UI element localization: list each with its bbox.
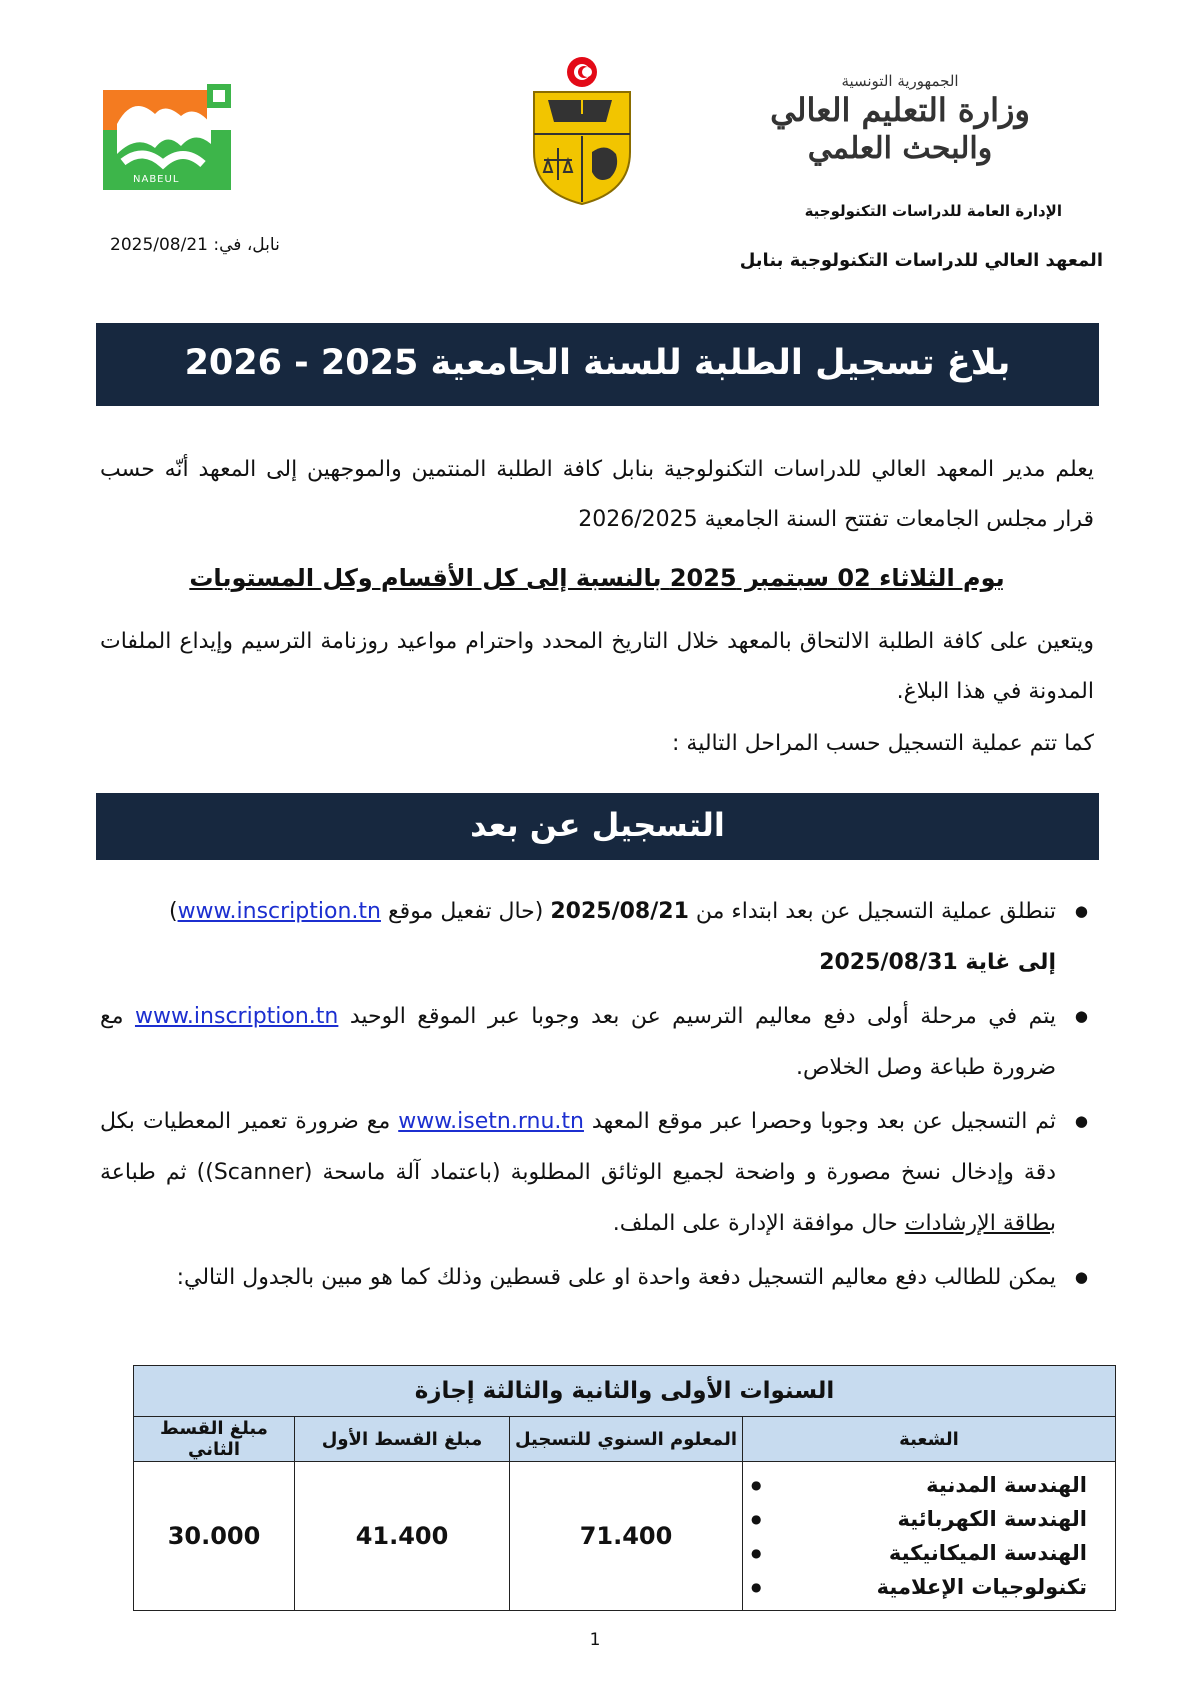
obligation-paragraph: ويتعين على كافة الطلبة الالتحاق بالمعهد خلال التاريخ المحدد واحترام مواعيد روزنامة الترسيم وإيداع الملفات المدونة في هذا البلاغ. xyxy=(100,629,1094,704)
second-installment-value: 30.000 xyxy=(134,1462,295,1611)
step1-text: تنطلق عملية التسجيل عن بعد ابتداء من xyxy=(688,899,1056,924)
step1-text3: ) xyxy=(168,899,178,924)
column-header-annual-fee: المعلوم السنوي للتسجيل xyxy=(510,1417,743,1462)
step-item xyxy=(100,886,1056,988)
step1-start-date: 2025/08/21 xyxy=(550,899,689,924)
institute-logo xyxy=(103,84,231,190)
registration-steps xyxy=(100,886,1086,1306)
department-name: الإدارة العامة للدراسات التكنولوجية xyxy=(804,202,1062,220)
step-item xyxy=(100,1252,1056,1303)
opening-date-highlight: يوم الثلاثاء 02 سبتمبر 2025 بالنسبة إلى كل الأقسام وكل المستويات xyxy=(189,564,1005,592)
remote-registration-banner: التسجيل عن بعد xyxy=(96,793,1099,860)
inscription-link[interactable]: www.inscription.tn xyxy=(134,1004,339,1029)
branch-item: الهندسة الكهربائية ● xyxy=(753,1502,1087,1536)
step1-end-date: إلى غاية 2025/08/31 xyxy=(819,950,1056,975)
table-caption: السنوات الأولى والثانية والثالثة إجازة xyxy=(134,1366,1116,1417)
republic-emblem xyxy=(526,56,638,206)
page-number: 1 xyxy=(589,1630,601,1650)
table-row xyxy=(134,1462,1116,1611)
branch-item: الهندسة المدنية ● xyxy=(753,1468,1087,1502)
first-installment-value: 41.400 xyxy=(295,1462,510,1611)
step-item xyxy=(100,1096,1056,1249)
step1-text2: (حال تفعيل موقع xyxy=(380,899,551,924)
logo-caption: NABEUL xyxy=(133,174,180,185)
institute-name: المعهد العالي للدراسات التكنولوجية بنابل xyxy=(739,250,1103,271)
step3-text: ثم التسجيل عن بعد وجوبا وحصرا عبر موقع المعهد xyxy=(583,1109,1057,1134)
guidance-card: بطاقة الإرشادات xyxy=(904,1211,1056,1236)
title-banner: بلاغ تسجيل الطلبة للسنة الجامعية 2025 - 2026 xyxy=(96,323,1099,406)
branch-item: الهندسة الميكانيكية ● xyxy=(753,1536,1087,1570)
step-item xyxy=(100,991,1056,1093)
republic-name: الجمهورية التونسية xyxy=(841,72,959,90)
branch-item: تكنولوجيات الإعلامية ● xyxy=(753,1570,1087,1604)
step2-text2: مع ضرورة طباعة وصل الخلاص. xyxy=(100,1004,1056,1080)
stages-intro: كما تتم عملية التسجيل حسب المراحل التالية : xyxy=(672,731,1094,756)
institute-site-link[interactable]: www.isetn.rnu.tn xyxy=(398,1109,584,1134)
fees-table xyxy=(133,1365,1116,1611)
column-header-branch: الشعبة xyxy=(743,1417,1116,1462)
step2-text: يتم في مرحلة أولى دفع معاليم الترسيم عن بعد وجوبا عبر الموقع الوحيد xyxy=(338,1004,1056,1029)
annual-fee-value: 71.400 xyxy=(510,1462,743,1611)
ministry-name-line1: وزارة التعليم العالي xyxy=(770,91,1030,129)
ministry-name-line2: والبحث العلمي xyxy=(807,131,993,166)
inscription-link[interactable]: www.inscription.tn xyxy=(177,899,381,924)
issue-date: نابل، في: 2025/08/21 xyxy=(110,235,280,255)
branch-cell xyxy=(743,1462,1116,1611)
intro-paragraph: يعلم مدير المعهد العالي للدراسات التكنولوجية بنابل كافة الطلبة المنتمين والموجهين إلى المعهد أنّه حسب قرار مجلس الجامعات تفتتح السنة الجامعية 2026/2025 xyxy=(100,457,1094,532)
step3-text2: مع ضرورة تعمير المعطيات بكل دقة وإدخال نسخ مصورة و واضحة لجميع الوثائق المطلوبة (باعتماد آلة ماسحة (Scanner)) ثم طباعة xyxy=(100,1109,1057,1185)
step4-text: يمكن للطالب دفع معاليم التسجيل دفعة واحدة او على قسطين وذلك كما هو مبين بالجدول التالي: xyxy=(176,1265,1056,1290)
column-header-first-installment: مبلغ القسط الأول xyxy=(295,1417,510,1462)
column-header-second-installment: مبلغ القسط الثاني xyxy=(134,1417,295,1462)
step3-text3: حال موافقة الإدارة على الملف. xyxy=(612,1211,905,1236)
ministry-header xyxy=(740,72,1060,168)
